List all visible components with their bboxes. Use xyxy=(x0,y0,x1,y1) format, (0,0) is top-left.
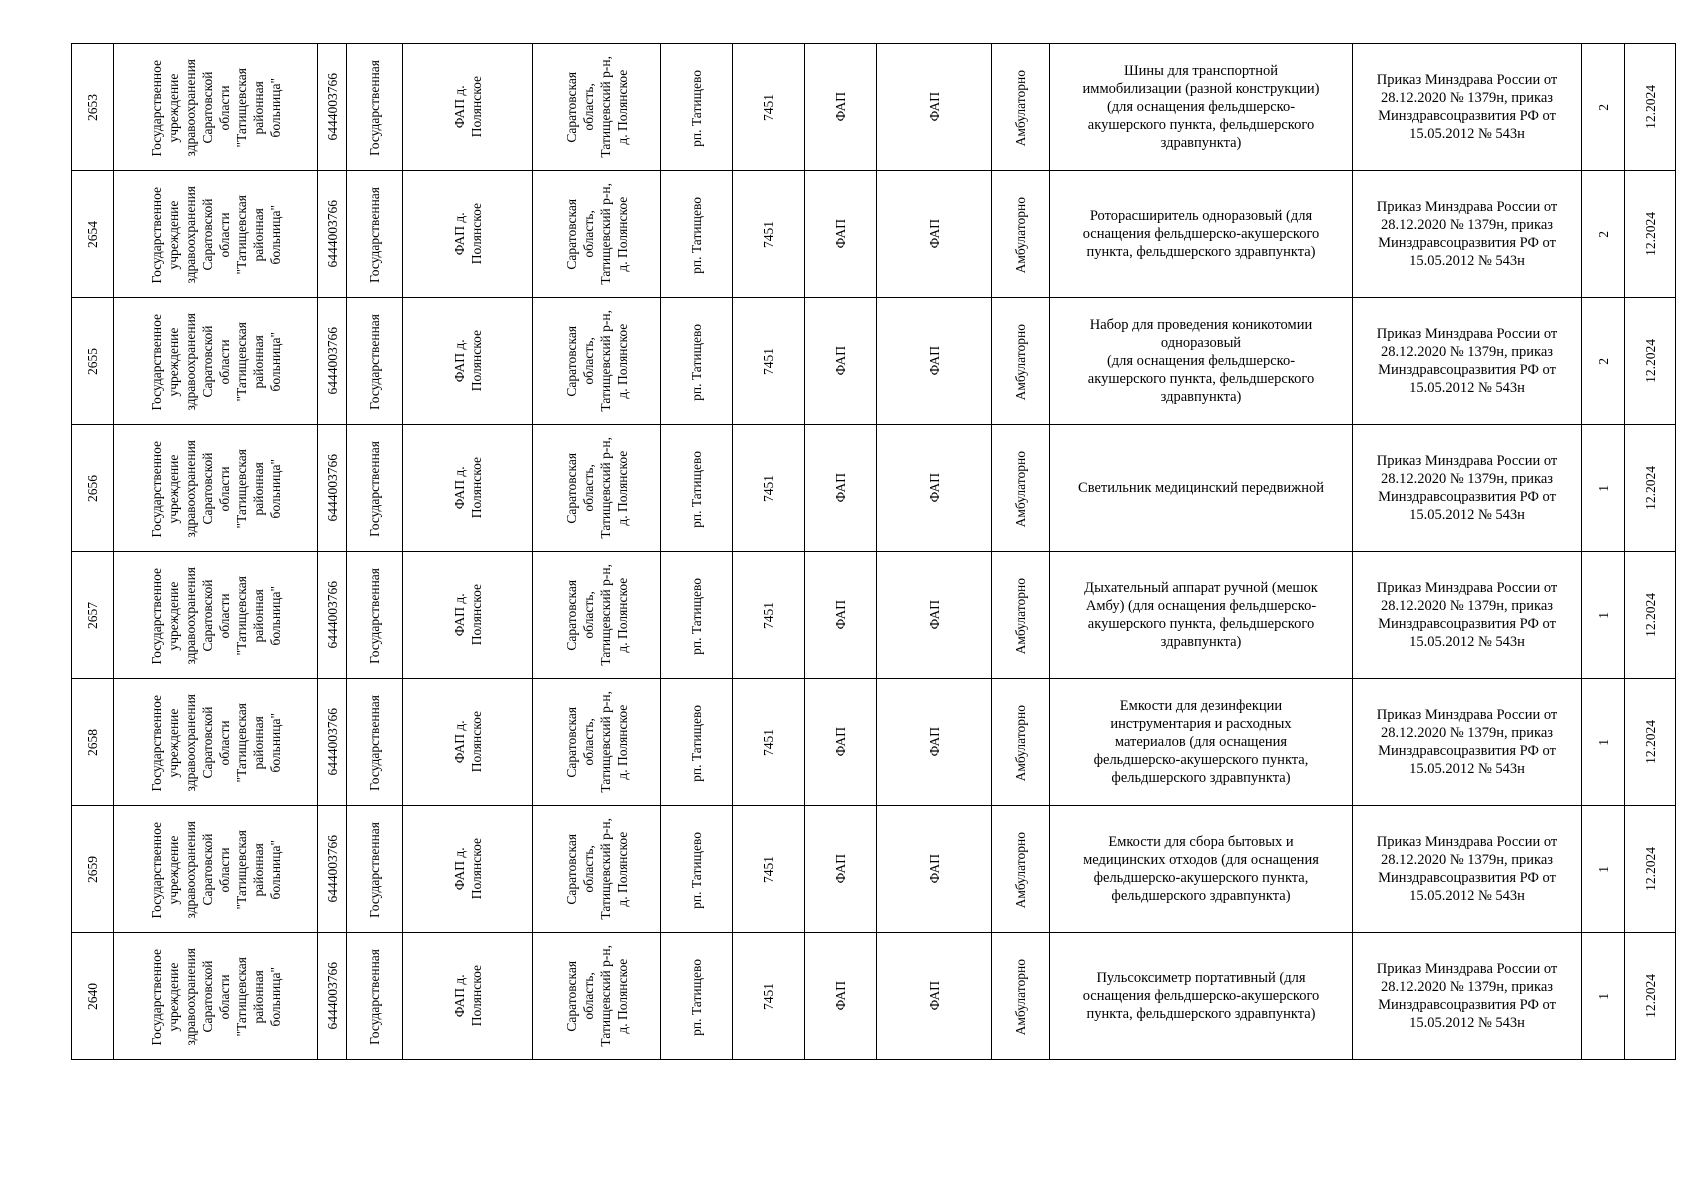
care-cell xyxy=(992,171,1050,298)
due-date: 12.2024 xyxy=(1642,85,1658,129)
legal-basis: Приказ Минздрава России от 28.12.2020 № 1379н, приказ Минздравсоцразвития РФ от 15.05.2012 № 543н xyxy=(1376,199,1558,269)
facility-subtype: ФАП xyxy=(926,600,942,630)
equipment-item: Набор для проведения коникотомии одноразовый (для оснащения фельдшерско- акушерского пункта, фельдшерского здравпункта) xyxy=(1087,317,1315,405)
code: 7451 xyxy=(761,220,776,248)
legal-basis: Приказ Минздрава России от 28.12.2020 № 1379н, приказ Минздравсоцразвития РФ от 15.05.2012 № 543н xyxy=(1376,72,1558,142)
type2-cell xyxy=(877,44,992,171)
facility-subtype: ФАП xyxy=(926,981,942,1011)
address: Саратовская область, Татищевский р-н, д. Полянское xyxy=(563,183,630,285)
locality: рп. Татищево xyxy=(689,831,704,909)
item-cell xyxy=(1050,933,1353,1060)
basis-cell xyxy=(1353,552,1582,679)
care-cell xyxy=(992,806,1050,933)
type1-cell xyxy=(805,298,877,425)
table-row xyxy=(72,298,1676,425)
type2-cell xyxy=(877,933,992,1060)
code-cell xyxy=(733,298,805,425)
organization-name: Государственное учреждение здравоохранения Саратовской области "Татищевская районная больница" xyxy=(148,694,283,792)
inn: 6444003766 xyxy=(324,835,340,903)
care-cell xyxy=(992,44,1050,171)
care-cell xyxy=(992,298,1050,425)
organization-name: Государственное учреждение здравоохранения Саратовской области "Татищевская районная больница" xyxy=(148,821,283,919)
organization-cell xyxy=(114,425,318,552)
care-condition: Амбулаторно xyxy=(1013,196,1028,274)
facility-type: ФАП xyxy=(833,981,848,1011)
unit-name: ФАП д. Полянское xyxy=(451,965,484,1027)
facility-subtype: ФАП xyxy=(926,854,942,884)
inn-cell xyxy=(318,679,347,806)
ownership-cell xyxy=(347,933,403,1060)
code-cell xyxy=(733,425,805,552)
equipment-item: Светильник медицинский передвижной xyxy=(1078,480,1324,496)
ownership-cell xyxy=(347,806,403,933)
table-row xyxy=(72,171,1676,298)
inn: 6444003766 xyxy=(324,200,340,268)
row-number: 2656 xyxy=(85,474,100,502)
care-cell xyxy=(992,933,1050,1060)
organization-cell xyxy=(114,298,318,425)
quantity: 2 xyxy=(1595,230,1611,238)
ownership-cell xyxy=(347,298,403,425)
inn-cell xyxy=(318,806,347,933)
address-cell xyxy=(533,552,661,679)
facility-subtype: ФАП xyxy=(926,473,942,503)
facility-type: ФАП xyxy=(833,219,848,249)
table-row xyxy=(72,425,1676,552)
address: Саратовская область, Татищевский р-н, д. Полянское xyxy=(563,691,630,793)
date-cell xyxy=(1625,552,1676,679)
basis-cell xyxy=(1353,806,1582,933)
locality-cell xyxy=(661,171,733,298)
table-row xyxy=(72,806,1676,933)
locality-cell xyxy=(661,425,733,552)
facility-type: ФАП xyxy=(833,92,848,122)
ownership-form: Государственная xyxy=(367,695,382,791)
organization-cell xyxy=(114,806,318,933)
item-cell xyxy=(1050,552,1353,679)
unit-name: ФАП д. Полянское xyxy=(451,838,484,900)
date-cell xyxy=(1625,933,1676,1060)
type2-cell xyxy=(877,552,992,679)
table-row xyxy=(72,552,1676,679)
facility-type: ФАП xyxy=(833,473,848,503)
quantity: 1 xyxy=(1595,865,1611,873)
code: 7451 xyxy=(761,93,776,121)
type2-cell xyxy=(877,425,992,552)
type1-cell xyxy=(805,171,877,298)
row-number-cell xyxy=(72,171,114,298)
inn: 6444003766 xyxy=(324,962,340,1030)
facility-type: ФАП xyxy=(833,600,848,630)
inn: 6444003766 xyxy=(324,708,340,776)
quantity-cell xyxy=(1582,806,1625,933)
code: 7451 xyxy=(761,728,776,756)
address-cell xyxy=(533,679,661,806)
date-cell xyxy=(1625,171,1676,298)
care-condition: Амбулаторно xyxy=(1013,831,1028,909)
type2-cell xyxy=(877,171,992,298)
care-condition: Амбулаторно xyxy=(1013,69,1028,147)
row-number-cell xyxy=(72,44,114,171)
item-cell xyxy=(1050,44,1353,171)
organization-cell xyxy=(114,44,318,171)
type1-cell xyxy=(805,44,877,171)
code: 7451 xyxy=(761,855,776,883)
item-cell xyxy=(1050,425,1353,552)
code-cell xyxy=(733,171,805,298)
ownership-cell xyxy=(347,171,403,298)
locality: рп. Татищево xyxy=(689,577,704,655)
equipment-item: Роторасширитель одноразовый (для оснащения фельдшерско-акушерского пункта, фельдшерского здравпункта) xyxy=(1082,208,1320,260)
ownership-form: Государственная xyxy=(367,822,382,918)
date-cell xyxy=(1625,44,1676,171)
basis-cell xyxy=(1353,44,1582,171)
locality-cell xyxy=(661,552,733,679)
inn-cell xyxy=(318,552,347,679)
quantity: 2 xyxy=(1595,357,1611,365)
facility-subtype: ФАП xyxy=(926,727,942,757)
locality: рп. Татищево xyxy=(689,958,704,1036)
unit-cell xyxy=(403,298,533,425)
quantity-cell xyxy=(1582,425,1625,552)
inn: 6444003766 xyxy=(324,454,340,522)
date-cell xyxy=(1625,679,1676,806)
type2-cell xyxy=(877,298,992,425)
locality: рп. Татищево xyxy=(689,704,704,782)
item-cell xyxy=(1050,806,1353,933)
unit-cell xyxy=(403,552,533,679)
row-number-cell xyxy=(72,679,114,806)
legal-basis: Приказ Минздрава России от 28.12.2020 № 1379н, приказ Минздравсоцразвития РФ от 15.05.2012 № 543н xyxy=(1376,834,1558,904)
ownership-cell xyxy=(347,425,403,552)
basis-cell xyxy=(1353,171,1582,298)
row-number-cell xyxy=(72,806,114,933)
code: 7451 xyxy=(761,982,776,1010)
locality-cell xyxy=(661,933,733,1060)
code-cell xyxy=(733,679,805,806)
address-cell xyxy=(533,298,661,425)
locality: рп. Татищево xyxy=(689,196,704,274)
care-cell xyxy=(992,679,1050,806)
due-date: 12.2024 xyxy=(1642,339,1658,383)
type1-cell xyxy=(805,425,877,552)
inn: 6444003766 xyxy=(324,73,340,141)
row-number: 2640 xyxy=(85,982,100,1010)
care-cell xyxy=(992,552,1050,679)
basis-cell xyxy=(1353,679,1582,806)
care-cell xyxy=(992,425,1050,552)
inn-cell xyxy=(318,298,347,425)
type1-cell xyxy=(805,552,877,679)
ownership-form: Государственная xyxy=(367,187,382,283)
ownership-cell xyxy=(347,44,403,171)
organization-name: Государственное учреждение здравоохранения Саратовской области "Татищевская районная больница" xyxy=(148,59,283,157)
legal-basis: Приказ Минздрава России от 28.12.2020 № 1379н, приказ Минздравсоцразвития РФ от 15.05.2012 № 543н xyxy=(1376,961,1558,1031)
quantity-cell xyxy=(1582,933,1625,1060)
locality-cell xyxy=(661,806,733,933)
row-number-cell xyxy=(72,552,114,679)
inn-cell xyxy=(318,44,347,171)
address: Саратовская область, Татищевский р-н, д. Полянское xyxy=(563,437,630,539)
address: Саратовская область, Татищевский р-н, д. Полянское xyxy=(563,818,630,920)
unit-name: ФАП д. Полянское xyxy=(451,76,484,138)
equipment-item: Пульсоксиметр портативный (для оснащения фельдшерско-акушерского пункта, фельдшерского здравпункта) xyxy=(1082,970,1320,1022)
locality: рп. Татищево xyxy=(689,69,704,147)
equipment-item: Шины для транспортной иммобилизации (разной конструкции) (для оснащения фельдшерско- акушерского пункта, фельдшерского здравпункта) xyxy=(1082,63,1320,151)
locality-cell xyxy=(661,298,733,425)
due-date: 12.2024 xyxy=(1642,974,1658,1018)
table-row xyxy=(72,679,1676,806)
organization-cell xyxy=(114,171,318,298)
care-condition: Амбулаторно xyxy=(1013,704,1028,782)
address: Саратовская область, Татищевский р-н, д. Полянское xyxy=(563,310,630,412)
quantity: 1 xyxy=(1595,992,1611,1000)
equipment-table xyxy=(71,43,1676,1060)
row-number: 2654 xyxy=(85,220,100,248)
unit-cell xyxy=(403,933,533,1060)
ownership-form: Государственная xyxy=(367,568,382,664)
quantity-cell xyxy=(1582,44,1625,171)
code: 7451 xyxy=(761,474,776,502)
inn: 6444003766 xyxy=(324,327,340,395)
inn-cell xyxy=(318,171,347,298)
ownership-cell xyxy=(347,552,403,679)
date-cell xyxy=(1625,298,1676,425)
row-number: 2653 xyxy=(85,93,100,121)
organization-name: Государственное учреждение здравоохранения Саратовской области "Татищевская районная больница" xyxy=(148,948,283,1046)
facility-type: ФАП xyxy=(833,727,848,757)
ownership-form: Государственная xyxy=(367,314,382,410)
locality-cell xyxy=(661,679,733,806)
unit-cell xyxy=(403,425,533,552)
inn-cell xyxy=(318,425,347,552)
inn: 6444003766 xyxy=(324,581,340,649)
ownership-form: Государственная xyxy=(367,60,382,156)
unit-cell xyxy=(403,679,533,806)
legal-basis: Приказ Минздрава России от 28.12.2020 № 1379н, приказ Минздравсоцразвития РФ от 15.05.2012 № 543н xyxy=(1376,580,1558,650)
equipment-item: Емкости для дезинфекции инструментария и расходных материалов (для оснащения фельдшерско-акушерского пункта, фельдшерского здравпункта) xyxy=(1093,698,1309,786)
code: 7451 xyxy=(761,601,776,629)
unit-name: ФАП д. Полянское xyxy=(451,330,484,392)
row-number: 2659 xyxy=(85,855,100,883)
locality: рп. Татищево xyxy=(689,323,704,401)
ownership-cell xyxy=(347,679,403,806)
row-number-cell xyxy=(72,298,114,425)
basis-cell xyxy=(1353,425,1582,552)
inn-cell xyxy=(318,933,347,1060)
table-row xyxy=(72,933,1676,1060)
unit-name: ФАП д. Полянское xyxy=(451,711,484,773)
due-date: 12.2024 xyxy=(1642,593,1658,637)
basis-cell xyxy=(1353,298,1582,425)
row-number: 2655 xyxy=(85,347,100,375)
quantity-cell xyxy=(1582,679,1625,806)
unit-cell xyxy=(403,806,533,933)
facility-type: ФАП xyxy=(833,854,848,884)
unit-cell xyxy=(403,171,533,298)
facility-subtype: ФАП xyxy=(926,346,942,376)
facility-subtype: ФАП xyxy=(926,219,942,249)
item-cell xyxy=(1050,171,1353,298)
table-body xyxy=(72,44,1676,1060)
organization-name: Государственное учреждение здравоохранения Саратовской области "Татищевская районная больница" xyxy=(148,440,283,538)
quantity-cell xyxy=(1582,171,1625,298)
basis-cell xyxy=(1353,933,1582,1060)
unit-name: ФАП д. Полянское xyxy=(451,584,484,646)
type2-cell xyxy=(877,806,992,933)
locality: рп. Татищево xyxy=(689,450,704,528)
unit-name: ФАП д. Полянское xyxy=(451,203,484,265)
address: Саратовская область, Татищевский р-н, д. Полянское xyxy=(563,564,630,666)
quantity: 1 xyxy=(1595,484,1611,492)
legal-basis: Приказ Минздрава России от 28.12.2020 № 1379н, приказ Минздравсоцразвития РФ от 15.05.2012 № 543н xyxy=(1376,326,1558,396)
organization-cell xyxy=(114,679,318,806)
care-condition: Амбулаторно xyxy=(1013,450,1028,528)
locality-cell xyxy=(661,44,733,171)
care-condition: Амбулаторно xyxy=(1013,323,1028,401)
address-cell xyxy=(533,806,661,933)
facility-subtype: ФАП xyxy=(926,92,942,122)
organization-name: Государственное учреждение здравоохранения Саратовской области "Татищевская районная больница" xyxy=(148,313,283,411)
row-number-cell xyxy=(72,425,114,552)
legal-basis: Приказ Минздрава России от 28.12.2020 № 1379н, приказ Минздравсоцразвития РФ от 15.05.2012 № 543н xyxy=(1376,707,1558,777)
code-cell xyxy=(733,806,805,933)
quantity: 1 xyxy=(1595,611,1611,619)
type2-cell xyxy=(877,679,992,806)
quantity: 1 xyxy=(1595,738,1611,746)
table-row xyxy=(72,44,1676,171)
quantity-cell xyxy=(1582,298,1625,425)
equipment-item: Емкости для сбора бытовых и медицинских отходов (для оснащения фельдшерско-акушерского пункта, фельдшерского здравпункта) xyxy=(1083,834,1319,904)
type1-cell xyxy=(805,679,877,806)
unit-name: ФАП д. Полянское xyxy=(451,457,484,519)
row-number: 2657 xyxy=(85,601,100,629)
item-cell xyxy=(1050,679,1353,806)
organization-name: Государственное учреждение здравоохранения Саратовской области "Татищевская районная больница" xyxy=(148,186,283,284)
ownership-form: Государственная xyxy=(367,949,382,1045)
row-number-cell xyxy=(72,933,114,1060)
address-cell xyxy=(533,425,661,552)
organization-cell xyxy=(114,552,318,679)
row-number: 2658 xyxy=(85,728,100,756)
organization-name: Государственное учреждение здравоохранения Саратовской области "Татищевская районная больница" xyxy=(148,567,283,665)
equipment-item: Дыхательный аппарат ручной (мешок Амбу) (для оснащения фельдшерско- акушерского пункта, фельдшерского здравпункта) xyxy=(1084,580,1318,650)
address-cell xyxy=(533,171,661,298)
address: Саратовская область, Татищевский р-н, д. Полянское xyxy=(563,945,630,1047)
code-cell xyxy=(733,552,805,679)
care-condition: Амбулаторно xyxy=(1013,958,1028,1036)
date-cell xyxy=(1625,806,1676,933)
code: 7451 xyxy=(761,347,776,375)
facility-type: ФАП xyxy=(833,346,848,376)
organization-cell xyxy=(114,933,318,1060)
quantity: 2 xyxy=(1595,103,1611,111)
date-cell xyxy=(1625,425,1676,552)
due-date: 12.2024 xyxy=(1642,466,1658,510)
quantity-cell xyxy=(1582,552,1625,679)
code-cell xyxy=(733,44,805,171)
address: Саратовская область, Татищевский р-н, д. Полянское xyxy=(563,56,630,158)
due-date: 12.2024 xyxy=(1642,212,1658,256)
item-cell xyxy=(1050,298,1353,425)
due-date: 12.2024 xyxy=(1642,847,1658,891)
address-cell xyxy=(533,44,661,171)
type1-cell xyxy=(805,806,877,933)
code-cell xyxy=(733,933,805,1060)
care-condition: Амбулаторно xyxy=(1013,577,1028,655)
address-cell xyxy=(533,933,661,1060)
unit-cell xyxy=(403,44,533,171)
type1-cell xyxy=(805,933,877,1060)
ownership-form: Государственная xyxy=(367,441,382,537)
legal-basis: Приказ Минздрава России от 28.12.2020 № 1379н, приказ Минздравсоцразвития РФ от 15.05.2012 № 543н xyxy=(1376,453,1558,523)
due-date: 12.2024 xyxy=(1642,720,1658,764)
